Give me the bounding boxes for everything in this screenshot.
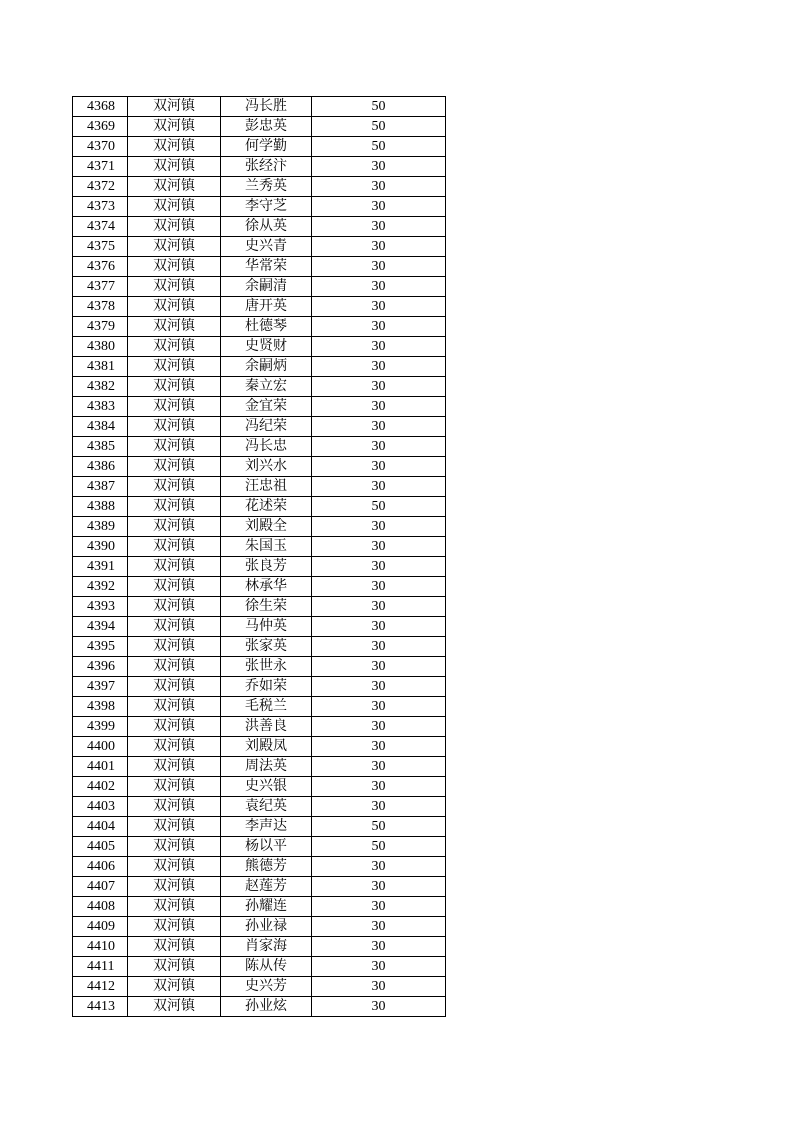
person-name-cell: 陈从传 (221, 957, 312, 977)
town-cell: 双河镇 (128, 877, 221, 897)
person-name-cell: 张经汴 (221, 157, 312, 177)
amount-cell: 30 (312, 237, 446, 257)
amount-cell: 30 (312, 537, 446, 557)
row-number-cell: 4395 (73, 637, 128, 657)
amount-cell: 50 (312, 137, 446, 157)
amount-cell: 30 (312, 757, 446, 777)
amount-cell: 30 (312, 357, 446, 377)
amount-cell: 50 (312, 837, 446, 857)
town-cell: 双河镇 (128, 277, 221, 297)
town-cell: 双河镇 (128, 497, 221, 517)
amount-cell: 30 (312, 657, 446, 677)
person-name-cell: 刘殿全 (221, 517, 312, 537)
amount-cell: 30 (312, 317, 446, 337)
row-number-cell: 4382 (73, 377, 128, 397)
person-name-cell: 华常荣 (221, 257, 312, 277)
town-cell: 双河镇 (128, 717, 221, 737)
amount-cell: 30 (312, 717, 446, 737)
row-number-cell: 4369 (73, 117, 128, 137)
table-row (73, 237, 446, 257)
person-name-cell: 余嗣清 (221, 277, 312, 297)
town-cell: 双河镇 (128, 317, 221, 337)
row-number-cell: 4397 (73, 677, 128, 697)
town-cell: 双河镇 (128, 997, 221, 1017)
table-row (73, 97, 446, 117)
person-name-cell: 兰秀英 (221, 177, 312, 197)
person-name-cell: 周法英 (221, 757, 312, 777)
table-row (73, 477, 446, 497)
town-cell: 双河镇 (128, 617, 221, 637)
amount-cell: 30 (312, 277, 446, 297)
row-number-cell: 4407 (73, 877, 128, 897)
town-cell: 双河镇 (128, 657, 221, 677)
amount-cell: 30 (312, 297, 446, 317)
town-cell: 双河镇 (128, 777, 221, 797)
table-row (73, 837, 446, 857)
person-name-cell: 熊德芳 (221, 857, 312, 877)
town-cell: 双河镇 (128, 397, 221, 417)
row-number-cell: 4374 (73, 217, 128, 237)
person-name-cell: 金宜荣 (221, 397, 312, 417)
amount-cell: 30 (312, 157, 446, 177)
amount-cell: 50 (312, 497, 446, 517)
amount-cell: 30 (312, 937, 446, 957)
table-row (73, 437, 446, 457)
row-number-cell: 4396 (73, 657, 128, 677)
table-row (73, 257, 446, 277)
table-row (73, 897, 446, 917)
town-cell: 双河镇 (128, 97, 221, 117)
person-name-cell: 林承华 (221, 577, 312, 597)
town-cell: 双河镇 (128, 477, 221, 497)
table-row (73, 737, 446, 757)
person-name-cell: 洪善良 (221, 717, 312, 737)
table-row (73, 137, 446, 157)
table-row (73, 217, 446, 237)
table-row (73, 277, 446, 297)
town-cell: 双河镇 (128, 357, 221, 377)
town-cell: 双河镇 (128, 897, 221, 917)
amount-cell: 30 (312, 617, 446, 637)
row-number-cell: 4370 (73, 137, 128, 157)
row-number-cell: 4412 (73, 977, 128, 997)
table-row (73, 977, 446, 997)
amount-cell: 30 (312, 417, 446, 437)
person-name-cell: 赵莲芳 (221, 877, 312, 897)
amount-cell: 30 (312, 457, 446, 477)
amount-cell: 30 (312, 857, 446, 877)
town-cell: 双河镇 (128, 977, 221, 997)
row-number-cell: 4380 (73, 337, 128, 357)
person-name-cell: 朱国玉 (221, 537, 312, 557)
amount-cell: 30 (312, 437, 446, 457)
row-number-cell: 4399 (73, 717, 128, 737)
row-number-cell: 4409 (73, 917, 128, 937)
amount-cell: 30 (312, 917, 446, 937)
row-number-cell: 4368 (73, 97, 128, 117)
table-row (73, 917, 446, 937)
table-row (73, 317, 446, 337)
row-number-cell: 4379 (73, 317, 128, 337)
roster-table (72, 96, 446, 1017)
amount-cell: 30 (312, 697, 446, 717)
town-cell: 双河镇 (128, 737, 221, 757)
amount-cell: 30 (312, 517, 446, 537)
town-cell: 双河镇 (128, 537, 221, 557)
row-number-cell: 4377 (73, 277, 128, 297)
row-number-cell: 4387 (73, 477, 128, 497)
row-number-cell: 4375 (73, 237, 128, 257)
town-cell: 双河镇 (128, 297, 221, 317)
table-row (73, 657, 446, 677)
row-number-cell: 4378 (73, 297, 128, 317)
person-name-cell: 徐从英 (221, 217, 312, 237)
row-number-cell: 4391 (73, 557, 128, 577)
town-cell: 双河镇 (128, 257, 221, 277)
row-number-cell: 4388 (73, 497, 128, 517)
table-row (73, 857, 446, 877)
row-number-cell: 4376 (73, 257, 128, 277)
table-row (73, 197, 446, 217)
person-name-cell: 毛税兰 (221, 697, 312, 717)
table-row (73, 457, 446, 477)
table-row (73, 297, 446, 317)
amount-cell: 30 (312, 557, 446, 577)
table-row (73, 497, 446, 517)
person-name-cell: 冯长胜 (221, 97, 312, 117)
town-cell: 双河镇 (128, 177, 221, 197)
row-number-cell: 4406 (73, 857, 128, 877)
amount-cell: 30 (312, 737, 446, 757)
person-name-cell: 乔如荣 (221, 677, 312, 697)
table-row (73, 517, 446, 537)
person-name-cell: 李守芝 (221, 197, 312, 217)
town-cell: 双河镇 (128, 577, 221, 597)
amount-cell: 50 (312, 97, 446, 117)
person-name-cell: 李声达 (221, 817, 312, 837)
table-row (73, 537, 446, 557)
town-cell: 双河镇 (128, 157, 221, 177)
person-name-cell: 杨以平 (221, 837, 312, 857)
person-name-cell: 唐开英 (221, 297, 312, 317)
amount-cell: 50 (312, 117, 446, 137)
person-name-cell: 刘兴水 (221, 457, 312, 477)
table-row (73, 617, 446, 637)
row-number-cell: 4398 (73, 697, 128, 717)
amount-cell: 30 (312, 777, 446, 797)
row-number-cell: 4401 (73, 757, 128, 777)
table-row (73, 957, 446, 977)
table-row (73, 797, 446, 817)
row-number-cell: 4394 (73, 617, 128, 637)
person-name-cell: 杜德琴 (221, 317, 312, 337)
amount-cell: 30 (312, 957, 446, 977)
person-name-cell: 史兴青 (221, 237, 312, 257)
person-name-cell: 史兴芳 (221, 977, 312, 997)
person-name-cell: 史贤财 (221, 337, 312, 357)
person-name-cell: 孙耀连 (221, 897, 312, 917)
table-row (73, 937, 446, 957)
person-name-cell: 汪忠祖 (221, 477, 312, 497)
table-row (73, 637, 446, 657)
person-name-cell: 秦立宏 (221, 377, 312, 397)
amount-cell: 30 (312, 977, 446, 997)
row-number-cell: 4404 (73, 817, 128, 837)
table-row (73, 817, 446, 837)
town-cell: 双河镇 (128, 557, 221, 577)
table-row (73, 377, 446, 397)
amount-cell: 30 (312, 337, 446, 357)
table-row (73, 157, 446, 177)
town-cell: 双河镇 (128, 957, 221, 977)
town-cell: 双河镇 (128, 937, 221, 957)
town-cell: 双河镇 (128, 437, 221, 457)
town-cell: 双河镇 (128, 797, 221, 817)
person-name-cell: 史兴银 (221, 777, 312, 797)
town-cell: 双河镇 (128, 457, 221, 477)
amount-cell: 30 (312, 477, 446, 497)
table-row (73, 697, 446, 717)
table-row (73, 577, 446, 597)
person-name-cell: 何学勤 (221, 137, 312, 157)
table-row (73, 877, 446, 897)
table-row (73, 997, 446, 1017)
town-cell: 双河镇 (128, 857, 221, 877)
row-number-cell: 4411 (73, 957, 128, 977)
amount-cell: 30 (312, 397, 446, 417)
table-row (73, 717, 446, 737)
town-cell: 双河镇 (128, 517, 221, 537)
roster-table-body (73, 97, 446, 1017)
amount-cell: 30 (312, 377, 446, 397)
row-number-cell: 4390 (73, 537, 128, 557)
table-row (73, 417, 446, 437)
town-cell: 双河镇 (128, 417, 221, 437)
row-number-cell: 4381 (73, 357, 128, 377)
amount-cell: 30 (312, 997, 446, 1017)
town-cell: 双河镇 (128, 837, 221, 857)
row-number-cell: 4400 (73, 737, 128, 757)
row-number-cell: 4371 (73, 157, 128, 177)
person-name-cell: 孙业炫 (221, 997, 312, 1017)
person-name-cell: 冯长忠 (221, 437, 312, 457)
person-name-cell: 刘殿凤 (221, 737, 312, 757)
town-cell: 双河镇 (128, 917, 221, 937)
table-row (73, 677, 446, 697)
person-name-cell: 花述荣 (221, 497, 312, 517)
amount-cell: 30 (312, 597, 446, 617)
person-name-cell: 徐生荣 (221, 597, 312, 617)
amount-cell: 30 (312, 217, 446, 237)
table-row (73, 557, 446, 577)
town-cell: 双河镇 (128, 237, 221, 257)
amount-cell: 30 (312, 197, 446, 217)
row-number-cell: 4385 (73, 437, 128, 457)
table-row (73, 777, 446, 797)
table-row (73, 597, 446, 617)
amount-cell: 30 (312, 257, 446, 277)
table-row (73, 357, 446, 377)
town-cell: 双河镇 (128, 637, 221, 657)
town-cell: 双河镇 (128, 597, 221, 617)
row-number-cell: 4405 (73, 837, 128, 857)
table-row (73, 337, 446, 357)
amount-cell: 50 (312, 817, 446, 837)
person-name-cell: 余嗣炳 (221, 357, 312, 377)
amount-cell: 30 (312, 177, 446, 197)
row-number-cell: 4373 (73, 197, 128, 217)
town-cell: 双河镇 (128, 377, 221, 397)
person-name-cell: 张良芳 (221, 557, 312, 577)
town-cell: 双河镇 (128, 197, 221, 217)
town-cell: 双河镇 (128, 137, 221, 157)
row-number-cell: 4384 (73, 417, 128, 437)
table-row (73, 177, 446, 197)
row-number-cell: 4393 (73, 597, 128, 617)
town-cell: 双河镇 (128, 337, 221, 357)
person-name-cell: 马仲英 (221, 617, 312, 637)
person-name-cell: 冯纪荣 (221, 417, 312, 437)
amount-cell: 30 (312, 897, 446, 917)
person-name-cell: 肖家海 (221, 937, 312, 957)
row-number-cell: 4389 (73, 517, 128, 537)
row-number-cell: 4408 (73, 897, 128, 917)
person-name-cell: 张家英 (221, 637, 312, 657)
amount-cell: 30 (312, 577, 446, 597)
amount-cell: 30 (312, 797, 446, 817)
row-number-cell: 4392 (73, 577, 128, 597)
table-row (73, 757, 446, 777)
town-cell: 双河镇 (128, 217, 221, 237)
town-cell: 双河镇 (128, 117, 221, 137)
row-number-cell: 4402 (73, 777, 128, 797)
town-cell: 双河镇 (128, 817, 221, 837)
town-cell: 双河镇 (128, 677, 221, 697)
row-number-cell: 4403 (73, 797, 128, 817)
person-name-cell: 孙业禄 (221, 917, 312, 937)
row-number-cell: 4383 (73, 397, 128, 417)
table-row (73, 117, 446, 137)
town-cell: 双河镇 (128, 697, 221, 717)
row-number-cell: 4372 (73, 177, 128, 197)
town-cell: 双河镇 (128, 757, 221, 777)
row-number-cell: 4386 (73, 457, 128, 477)
person-name-cell: 张世永 (221, 657, 312, 677)
amount-cell: 30 (312, 677, 446, 697)
person-name-cell: 袁纪英 (221, 797, 312, 817)
row-number-cell: 4410 (73, 937, 128, 957)
row-number-cell: 4413 (73, 997, 128, 1017)
table-row (73, 397, 446, 417)
amount-cell: 30 (312, 637, 446, 657)
amount-cell: 30 (312, 877, 446, 897)
person-name-cell: 彭忠英 (221, 117, 312, 137)
